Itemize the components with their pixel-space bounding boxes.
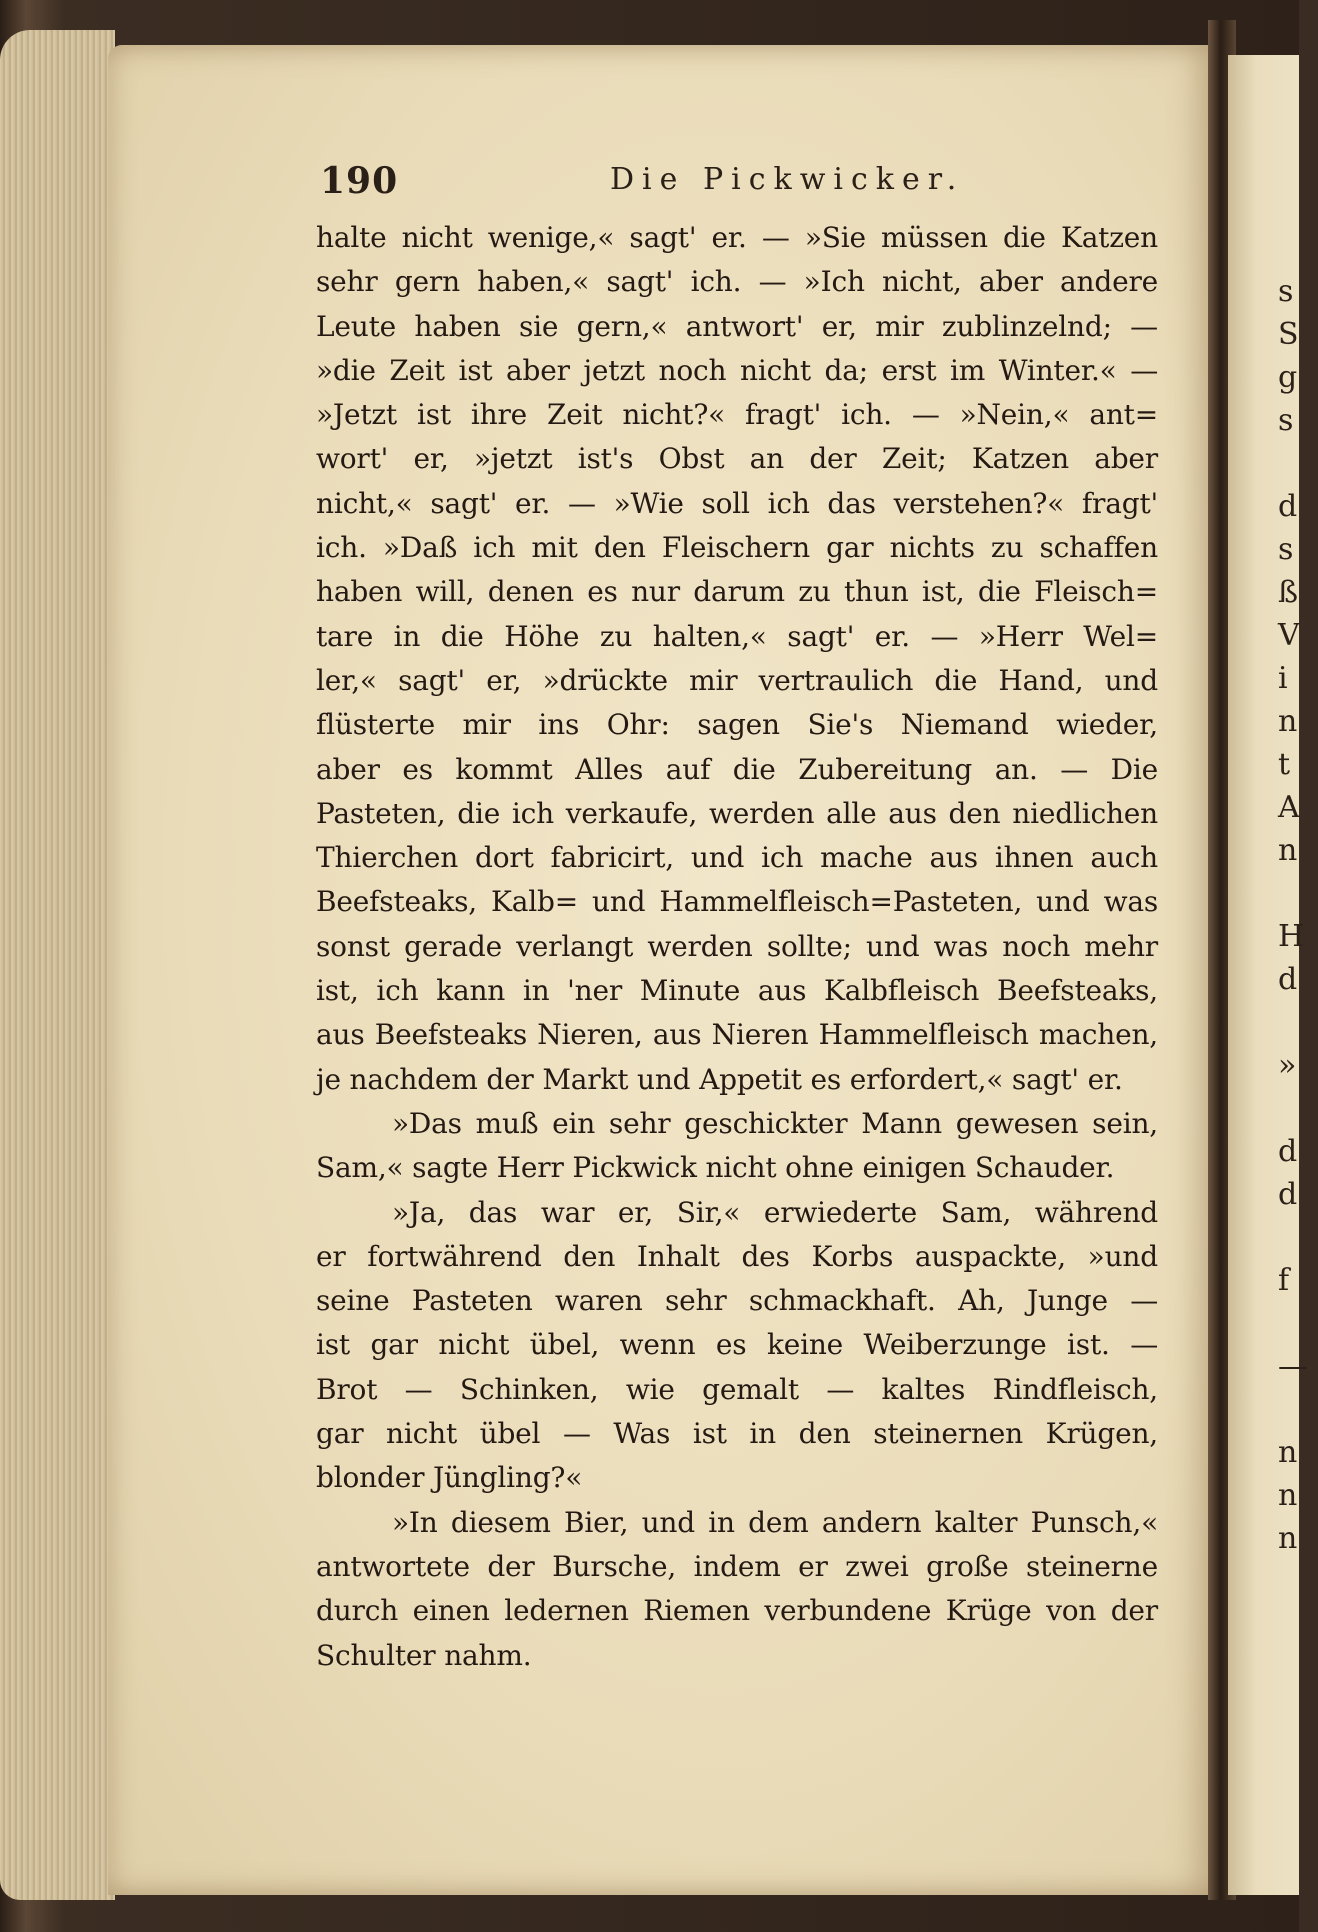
text-line: halte nicht wenige,« sagt' er. — »Sie müssen die Katzen (316, 221, 1158, 254)
text-line: Thierchen dort fabricirt, und ich mache aus ihnen auch (316, 841, 1158, 875)
text-line: ich. »Daß ich mit den Fleischern gar nichts zu schaffen (316, 531, 1158, 565)
text-line: Pasteten, die ich verkaufe, werden alle aus den niedlichen (316, 796, 1158, 830)
page-number: 190 (320, 160, 399, 202)
text-line: ler,« sagt' er, »drückte mir vertraulich die Hand, und (316, 663, 1158, 697)
text-line: antwortete der Bursche, indem er zwei große steinerne (316, 1549, 1158, 1583)
text-line: Brot — Schinken, wie gemalt — kaltes Rindfleisch, (316, 1372, 1158, 1406)
text-line: er fortwährend den Inhalt des Korbs auspackte, »und (316, 1239, 1158, 1273)
page-edges (0, 30, 115, 1900)
text-line: Schulter nahm. (316, 1638, 532, 1672)
text-line: gar nicht übel — Was ist in den steinernen Krügen, (316, 1417, 1158, 1451)
running-title: Die Pickwicker. (610, 162, 965, 197)
text-line: haben will, denen es nur darum zu thun ist, die Fleisch= (316, 575, 1158, 609)
text-line: aber es kommt Alles auf die Zubereitung an. — Die (316, 752, 1158, 786)
text-line: je nachdem der Markt und Appetit es erfordert,« sagt' er. (316, 1062, 1123, 1096)
text-line: durch einen ledernen Riemen verbundene Krüge von der (316, 1594, 1158, 1628)
text-line: »In diesem Bier, und in dem andern kalter Punsch,« (392, 1505, 1158, 1539)
text-line: ist gar nicht übel, wenn es keine Weiberzunge ist. — (316, 1328, 1158, 1362)
text-line: Leute haben sie gern,« antwort' er, mir zublinzelnd; — (316, 309, 1158, 343)
text-line: »die Zeit ist aber jetzt noch nicht da; erst im Winter.« — (316, 353, 1158, 387)
text-line: Sam,« sagte Herr Pickwick nicht ohne einigen Schauder. (316, 1151, 1115, 1185)
text-line: »Jetzt ist ihre Zeit nicht?« fragt' ich. — »Nein,« ant= (316, 398, 1158, 432)
text-line: flüsterte mir ins Ohr: sagen Sie's Niemand wieder, (316, 708, 1158, 742)
page-header (320, 160, 1150, 206)
text-line: aus Beefsteaks Nieren, aus Nieren Hammelfleisch machen, (316, 1018, 1158, 1052)
text-line: nicht,« sagt' er. — »Wie soll ich das verstehen?« fragt' (316, 486, 1158, 520)
text-line: Beefsteaks, Kalb= und Hammelfleisch=Pasteten, und was (316, 885, 1158, 919)
text-line: »Ja, das war er, Sir,« erwiederte Sam, während (392, 1195, 1158, 1229)
text-line: ist, ich kann in 'ner Minute aus Kalbfleisch Beefsteaks, (316, 974, 1158, 1008)
text-line: tare in die Höhe zu halten,« sagt' er. — »Herr Wel= (316, 619, 1158, 653)
text-line: sehr gern haben,« sagt' ich. — »Ich nicht, aber andere (316, 265, 1158, 299)
text-line: wort' er, »jetzt ist's Obst an der Zeit; Katzen aber (316, 442, 1158, 476)
text-line: blonder Jüngling?« (316, 1461, 583, 1495)
right-page-fragments: s S g s d s ß V i n t A n H d » d d f — n n n (1278, 274, 1308, 1556)
text-line: »Das muß ein sehr geschickter Mann gewesen sein, (392, 1106, 1158, 1140)
body-text (316, 216, 1158, 1678)
text-line: sonst gerade verlangt werden sollte; und was noch mehr (316, 929, 1158, 963)
text-line: seine Pasteten waren sehr schmackhaft. Ah, Junge — (316, 1284, 1158, 1318)
